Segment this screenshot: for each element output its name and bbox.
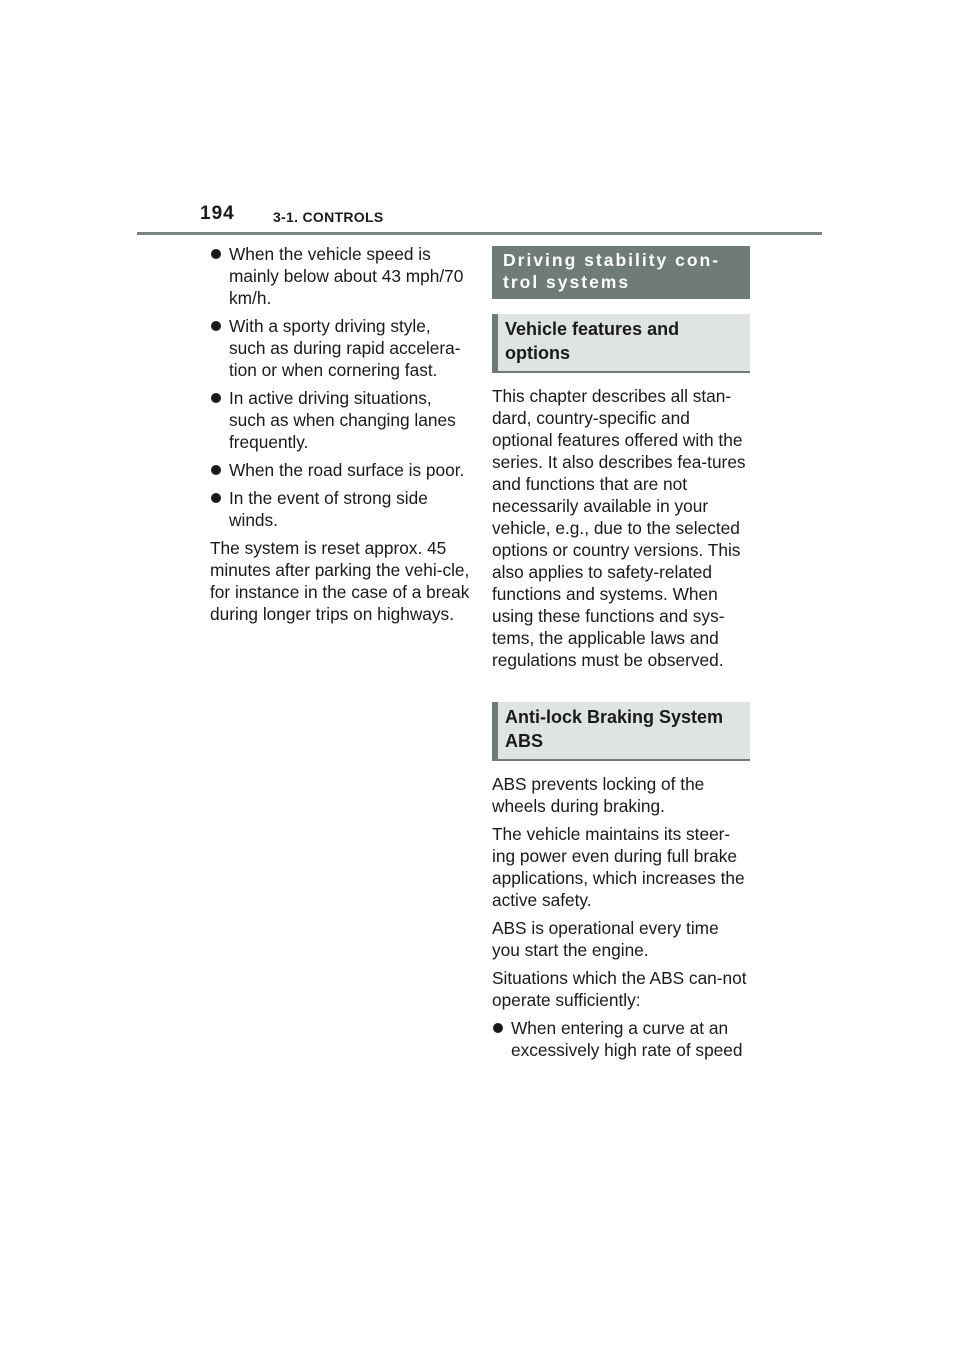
list-item: [492, 1017, 750, 1061]
bullet-icon: [211, 249, 221, 259]
list-item: [210, 315, 470, 381]
reset-paragraph: The system is reset approx. 45 minutes after parking the vehi-cle, for instance in the case of a break during longer trips on highways.: [210, 538, 470, 624]
abs-paragraph: ABS prevents locking of the wheels during braking.: [492, 774, 705, 816]
abs-paragraph: ABS is operational every time you start the engine.: [492, 918, 719, 960]
abs-paragraph: The vehicle maintains its steer-ing power even during full brake applications, which increases the active safety.: [492, 824, 745, 910]
left-column: [210, 243, 470, 631]
list-item-text: When the vehicle speed is mainly below about 43 mph/70 km/h.: [229, 244, 464, 308]
list-item: [210, 387, 470, 453]
features-paragraph: This chapter describes all stan-dard, country-specific and optional features offered with the series. It also describes fea-tures and functions that are not necessarily available in your vehicle, e.g., due to the selected options or country versions. This also applies to safety-related functions and systems. When using these functions and sys-tems, the applicable laws and regulations must be observed.: [492, 386, 746, 670]
features-heading: Vehicle features and options: [492, 314, 750, 373]
list-item: [210, 487, 470, 531]
abs-paragraph: Situations which the ABS can-not operate sufficiently:: [492, 968, 747, 1010]
header-divider: [137, 232, 822, 235]
bullet-icon: [211, 321, 221, 331]
section-title: 3-1. CONTROLS: [273, 209, 384, 225]
list-item-text: When the road surface is poor.: [229, 460, 465, 480]
section-spacer: [492, 677, 750, 702]
page-number: 194: [200, 203, 235, 224]
abs-heading: Anti-lock Braking System ABS: [492, 702, 750, 761]
right-column: [492, 246, 750, 1067]
bullet-icon: [211, 493, 221, 503]
bullet-icon: [211, 465, 221, 475]
list-item: [210, 243, 470, 309]
list-item-text: In active driving situations, such as when changing lanes frequently.: [229, 388, 456, 452]
list-item-text: In the event of strong side winds.: [229, 488, 428, 530]
bullet-icon: [211, 393, 221, 403]
list-item: [210, 459, 470, 481]
chapter-heading: Driving stability con-trol systems: [492, 246, 750, 299]
bullet-icon: [493, 1023, 503, 1033]
list-item-text: When entering a curve at an excessively high rate of speed: [511, 1018, 743, 1060]
list-item-text: With a sporty driving style, such as during rapid accelera-tion or when cornering fast.: [229, 316, 461, 380]
